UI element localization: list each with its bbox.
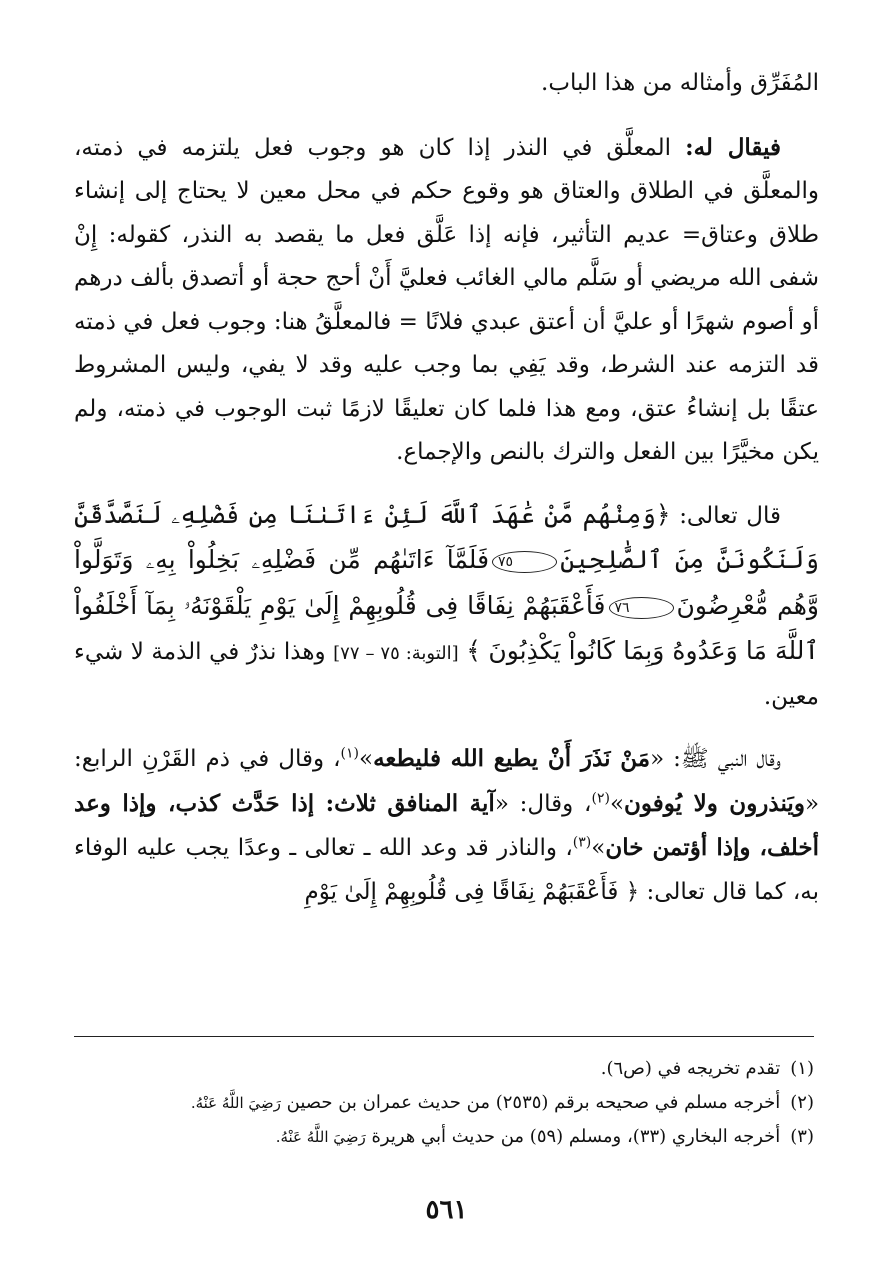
footnote-text: أخرجه البخاري (٣٣)، ومسلم (٥٩) من حديث أبي هريرة — [371, 1126, 781, 1147]
paragraph-3 — [74, 737, 819, 914]
paragraph-2 — [74, 493, 819, 720]
paragraph-1 — [74, 126, 819, 475]
quran-reference: [التوبة: ٧٥ – ٧٧] — [333, 643, 459, 664]
paragraph-3-text-3: ، وقال في ذم القَرْنِ الرابع: « — [74, 746, 820, 817]
honorific: رَضِيَ اللَّهُ عَنْهُ. — [275, 1128, 366, 1146]
footnote-number: (٢) — [790, 1092, 814, 1113]
footnote-3 — [74, 1120, 814, 1154]
quran-open-bracket: ﴿ — [655, 499, 671, 529]
quran-verse-77: فَأَعْقَبَهُمْ نِفَاقًا فِى قُلُوبِهِمْ إِلَىٰ يَوْمِ يَلْقَوْنَهُۥ بِمَآ أَخْلَفُواْ ٱللَّهَ مَا وَعَدُوهُ وَبِمَا كَانُواْ يَكْذِبُونَ — [74, 590, 820, 665]
paragraph-2-tail: وهذا نذرٌ في الذمة لا شيء معين. — [74, 639, 819, 710]
paragraph-3-text-2: » — [359, 746, 374, 772]
footnote-text: أخرجه مسلم في صحيحه برقم (٢٥٣٥) من حديث عمران بن حصين — [286, 1092, 781, 1113]
paragraph-3-text-1: وقال النبي ﷺ: « — [650, 746, 781, 772]
footnote-ref-3[interactable]: (٣) — [572, 834, 592, 851]
ayah-marker-75: ٧٥ — [492, 551, 557, 573]
ayah-marker-76: ٧٦ — [609, 597, 674, 619]
page-number: ٥٦١ — [425, 1195, 468, 1225]
hadith-2: ويَنذرون ولا يُوفون — [624, 789, 805, 817]
paragraph-3-text-6: » — [591, 835, 606, 861]
paragraph-1-text: المعلَّق في النذر إذا كان هو وجوب فعل يلتزمه في ذمته، والمعلَّق في الطلاق والعتاق هو وقوع حكم في محل معين لا يحتاج إلى إنشاء طلاق وعتاق= عديم التأثير، فإنه إذا عَلَّق فعل ما يقصد به النذر، كقوله: إِنْ شفى الله مريضي أو سَلَّم مالي الغائب فعليَّ أَنْ أحج حجة أو أتصدق بألف درهم أو أصوم شهرًا أو عليَّ أن أعتق عبدي فلانًا = فالمعلَّقُ هنا: وجوب فعل في ذمته قد التزمه عند الشرط، وقد يَفِي بما وجب عليه وقد لا يفي، وليس المشروط عتقًا بل إنشاءُ عتق، ومع هذا فلما كان تعليقًا لازمًا ثبت الوجوب في ذمته، ولم يكن مخيَّرًا بين الفعل والترك بالنص والإجماع. — [74, 134, 819, 465]
paragraph-3-text-4: » — [609, 790, 625, 817]
footnote-text: تقدم تخريجه في (ص٦). — [600, 1058, 781, 1079]
intro-line: المُفَرِّق وأمثاله من هذا الباب. — [541, 70, 819, 96]
footnote-divider — [74, 1036, 814, 1037]
footnote-ref-1[interactable]: (١) — [340, 745, 360, 762]
footnote-number: (١) — [790, 1058, 814, 1079]
paragraph-1-lead: فيقال له: — [685, 133, 782, 161]
paragraph-2-lead: قال تعالى: — [679, 502, 781, 529]
quran-verse-76: فَلَمَّآ ءَاتَىٰهُم مِّن فَضْلِهِۦ بَخِلُواْ بِهِۦ وَتَوَلَّواْ وَّهُم مُّعْرِضُونَ — [74, 545, 819, 620]
honorific: رَضِيَ اللَّهُ عَنْهُ. — [190, 1094, 281, 1112]
footnote-number: (٣) — [790, 1126, 814, 1147]
hadith-1: مَنْ نَذَرَ أَنْ يطيع الله فليطعه — [373, 745, 651, 772]
footnote-ref-2[interactable]: (٢) — [591, 789, 610, 806]
quran-close-bracket: ﴾ — [466, 636, 481, 665]
hadith-3: آية المنافق ثلاث: إذا حَدَّث كذب، وإذا وعد أخلف، وإذا أؤتمن خان — [74, 789, 819, 861]
page-body — [74, 62, 819, 914]
paragraph-3-text-5: ، وقال: « — [494, 790, 592, 817]
quran-excerpt: فَأَعْقَبَهُمْ نِفَاقًا فِى قُلُوبِهِمْ إِلَىٰ يَوْمِ — [304, 878, 619, 905]
quran-verse-75: وَمِنْهُم مَّنْ عَٰهَدَ ٱللَّهَ لَئِنْ ءَاتَىٰنَا مِن فَضْلِهِۦ لَنَصَّدَّقَنَّ وَلَنَكُونَنَّ مِنَ ٱلصَّٰلِحِينَ — [74, 499, 819, 574]
footnote-1 — [74, 1052, 814, 1086]
footnote-2 — [74, 1086, 814, 1120]
paragraph-3-text-7: ، والناذر قد وعد الله ـ تعالى ـ وعدًا يجب عليه الوفاء به، كما قال تعالى: ﴿ — [74, 835, 819, 905]
footnotes — [74, 1052, 814, 1154]
